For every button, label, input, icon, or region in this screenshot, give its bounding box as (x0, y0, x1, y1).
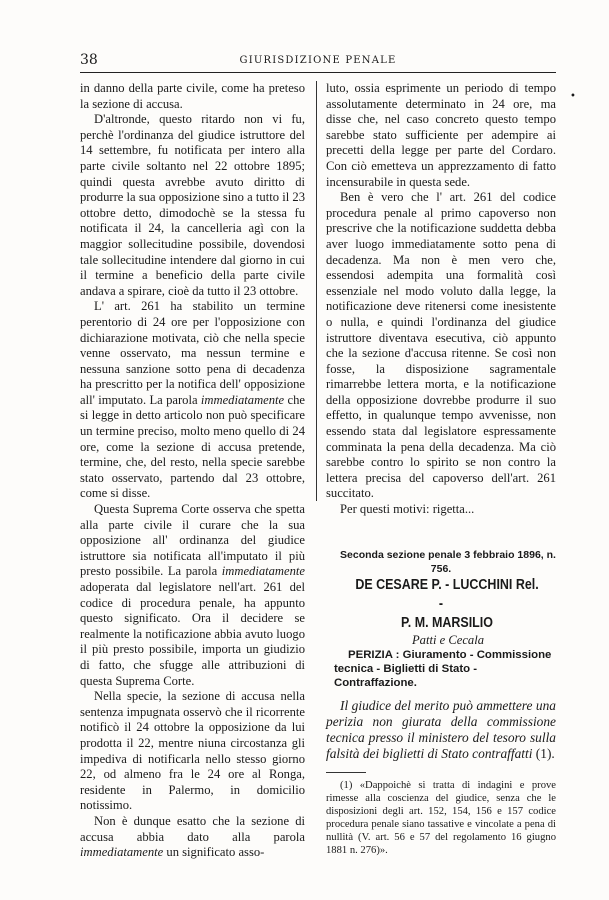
right-column (326, 81, 556, 857)
section-spacer (326, 518, 556, 548)
case-subject (326, 648, 556, 690)
footnote-ref: (1). (535, 746, 555, 762)
case-parties: Patti e Cecala (411, 632, 485, 647)
column-divider (316, 81, 317, 501)
italic-term: immediatamente (200, 392, 285, 407)
footnote: (1) «Dappoichè si tratta di indagini e prove rimesse alla coscienza del giudice, senza che le disposizioni degli art. 152, 154, 156 e 157 codice procedura penale siano tassative e vincolate a pena di nullità (V. art. 56 e 57 del regolamento 16 giugno 1881 n. 276)». (326, 780, 556, 857)
case-session: Seconda sezione penale 3 febbraio 1896, n. 756. (340, 548, 556, 575)
subject-text: Giuramento - Commissione tecnica - Biglietti di Stato - Contraffazione. (334, 649, 552, 690)
margin-mark: • (570, 91, 576, 102)
case-prosecutor: P. M. MARSILIO (401, 614, 493, 631)
paragraph-text: adoperata dal legislatore nell'art. 261 del codice di procedura penale, ha appunto questo significato. Ora il decidere se realmente la notificazione abbia avuto luogo il più presto possibile, importa un giudizio di fatto, che sfugge alle attribuzioni di questa Suprema Corte. (80, 580, 305, 688)
footnote-rule (326, 772, 366, 773)
paragraph: Ben è vero che l' art. 261 del codice procedura penale al primo capoverso non prescrive che la notificazione suddetta debba aver luogo immediatamente sotto pena di decadenza. Ma non è men vero che, essendosi adempita una formalità così essenziale nel modo voluto dalla legge, la notificazione deve ritenersi come inesistente o nulla, e quindi l'ordinanza del giudice istruttore diventava esecutiva, ciò appunto che la sezione d'accusa ritenne. Se così non fosse, la disposizione sagramentale rimarrebbe lettera morta, e la notificazione della opposizione dovrebbe produrre il suo effetto, in qualunque tempo avvenisse, non essendo stata dal legislatore espressamente comminata la pena della decadenza. Ma ciò sarebbe contro lo spirito se non contro la lettera precisa del capoverso dell'art. 261 succitato. (326, 190, 556, 501)
paragraph-text: Questa Suprema Corte osserva che spetta alla parte civile il curare che la sua opposizione all' ordinanza del giudice istruttore sia notificata all'imputato il più presto possibile. La parola (80, 502, 305, 579)
running-title: GIURISDIZIONE PENALE (239, 55, 397, 66)
left-column (80, 81, 305, 861)
paragraph: luto, ossia esprimente un periodo di tempo assolutamente determinato in 24 ore, ma disse che, nel caso concreto questo tempo sarebbe stato sufficiente per adempire ai precetti della legge per parte del Cordaro. Con ciò emetteva un apprezzamento di fatto incensurabile in questa sede. (326, 81, 556, 189)
paragraph-text: L' art. 261 ha stabilito un termine perentorio di 24 ore per l'opposizione con dichiarazione motivata, ciò che nella specie venne osservato, ma nessun termine e nessuna sanzione sotto pena di decadenza ha prescritto per la notifica dell' opposizione all' imputato. La parola (80, 299, 305, 407)
paragraph-text: un significato asso- (166, 845, 265, 860)
italic-term: immediatamente (80, 845, 164, 860)
paragraph: Nella specie, la sezione di accusa nella sentenza impugnata osservò che il ricorrente notificò il 24 ottobre la opposizione da lui prodotta il 22, mentre niuna circostanza gli impediva di notificarla nello stesso giorno 22, od almeno fra le 24 ore al Ronga, residente in Palermo, in domicilio notissimo. (80, 689, 305, 813)
paragraph (80, 814, 305, 861)
case-maxim (326, 698, 556, 762)
paragraph-text: che si legge in detto articolo non può specificare un termine preciso, molto meno quello di 24 ore, come la sezione di accusa pretende, termine, che, del resto, nella specie sarebbe stato osservato, partendo dal 23 ottobre, come si disse. (80, 392, 305, 501)
paragraph: in danno della parte civile, come ha preteso la sezione di accusa. (80, 81, 305, 111)
subject-lead: PERIZIA : (348, 649, 400, 662)
maxim-text: Il giudice del merito può ammettere una perizia non giurata della commissione tecnica presso il ministero del tesoro sulla falsità dei biglietti di Stato contraffatti (326, 698, 556, 762)
paragraph: D'altronde, questo ritardo non vi fu, perchè l'ordinanza del giudice istruttore del 14 settembre, fu notificata per intero alla parte civile soltanto nel 22 ottobre 1895; quindi questa avrebbe avuto diritto di produrre la sua opposizione sino a tutto il 23 ottobre detto, dimodochè se la stessa fu notificata il 24, la cancelleria agì con la maggior sollecitudine possibile, dovendosi tale sollecitudine intendere dal giorno in cui il termine a beneficio della parte civile andava a spirare, cioè da tutto il 23 ottobre. (80, 112, 305, 298)
paragraph (80, 502, 305, 689)
paragraph-text: Non è dunque esatto che la sezione di accusa abbia dato alla parola (80, 813, 305, 844)
paragraph (80, 299, 305, 502)
page-header (80, 50, 556, 73)
case-judges: DE CESARE P. - LUCCHINI Rel. - (355, 576, 539, 612)
page-number: 38 (80, 52, 98, 68)
italic-term: immediatamente (221, 564, 305, 579)
paragraph: Per questi motivi: rigetta... (340, 502, 475, 517)
